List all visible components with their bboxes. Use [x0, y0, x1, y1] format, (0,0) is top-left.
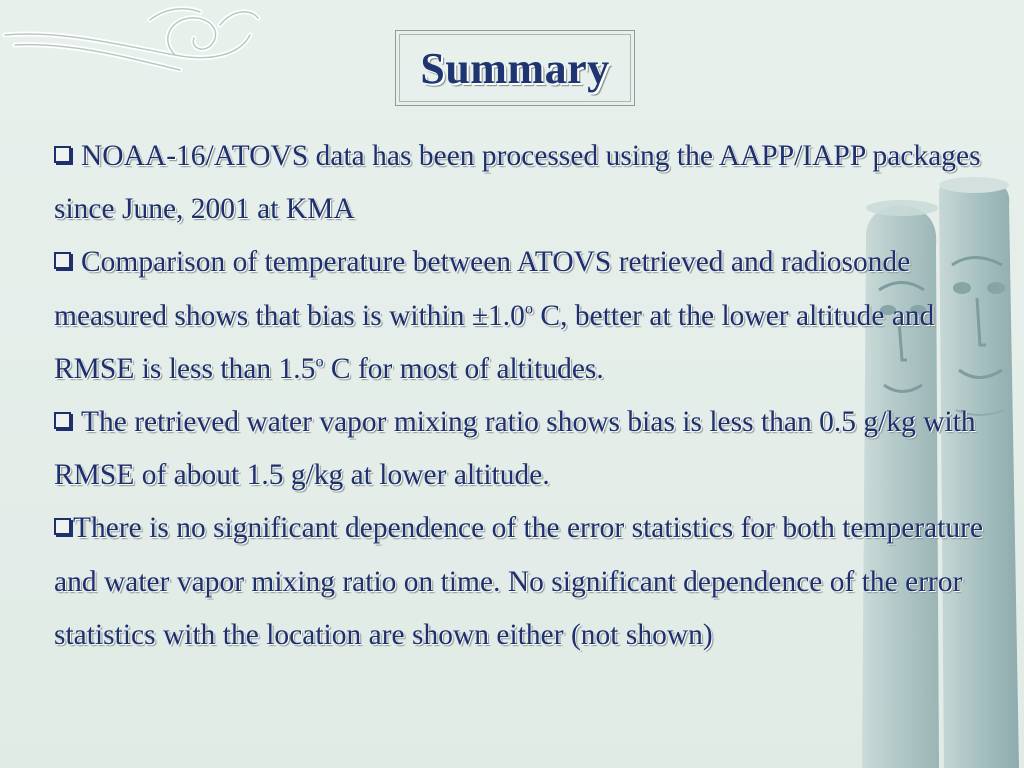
bullet-2-text-a: Comparison of temperature between ATOVS retrieved and radiosonde measured shows that bias is within ±1.0 — [54, 246, 911, 332]
bullet-1 — [54, 130, 984, 236]
bullet-2 — [54, 236, 984, 396]
bullet-3-text: The retrieved water vapor mixing ratio shows bias is less than 0.5 g/kg with RMSE of about 1.5 g/kg at lower altitude. — [54, 406, 976, 492]
page-title: Summary — [420, 43, 610, 93]
checkbox-bullet-icon — [54, 252, 71, 269]
degree-superscript: o — [315, 352, 324, 371]
checkbox-bullet-icon — [54, 412, 71, 429]
checkbox-bullet-icon — [54, 518, 71, 535]
title-box — [395, 30, 635, 106]
summary-bullets — [54, 130, 984, 662]
bullet-4-text: There is no significant dependence of the error statistics for both temperature and water vapor mixing ratio on time. No significant dependence of the error statistics with the location are shown either (not shown) — [54, 512, 984, 651]
checkbox-bullet-icon — [54, 146, 71, 163]
bullet-2-text-c: C for most of altitudes. — [323, 352, 604, 385]
degree-superscript: o — [524, 299, 534, 318]
bullet-4 — [54, 502, 984, 662]
bullet-3 — [54, 396, 984, 502]
swirl-ornament-icon — [0, 0, 270, 95]
bullet-2-text-b: C, better at the lower altitude and RMSE is less than 1.5 — [54, 299, 935, 385]
bullet-1-text: NOAA-16/ATOVS data has been processed using the AAPP/IAPP packages since June, 2001 at KMA — [54, 140, 981, 226]
